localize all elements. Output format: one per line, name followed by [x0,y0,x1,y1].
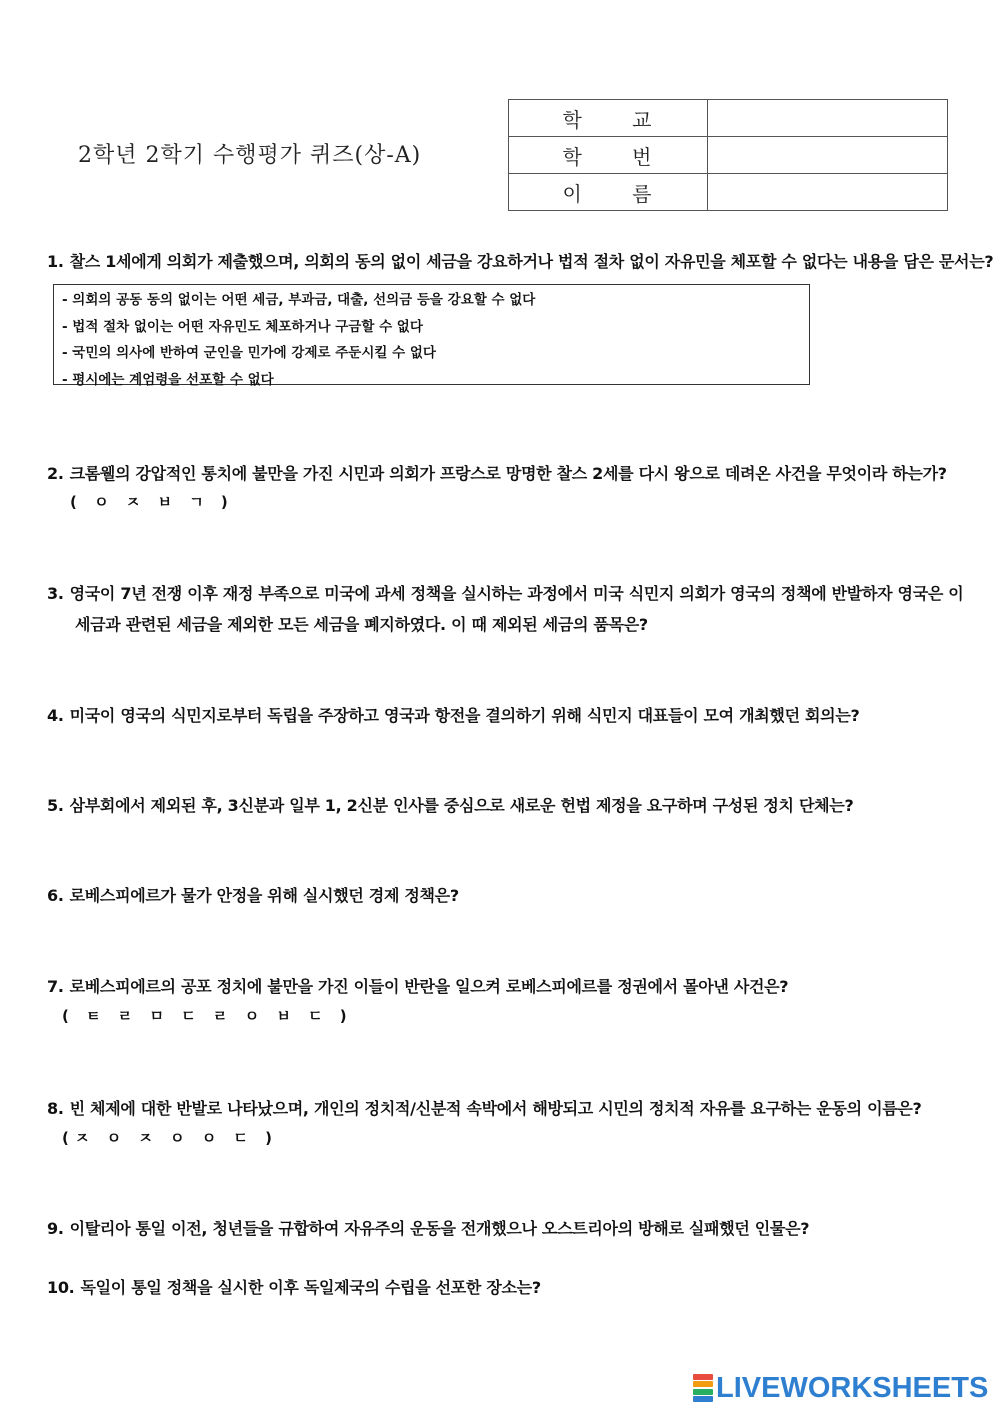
question-7 [47,973,788,1000]
school-label: 학 교 [509,100,708,137]
logo-bar [693,1374,713,1380]
logo-mark-icon [693,1374,713,1402]
question-number: 2. [47,464,64,483]
box-line: - 법적 절차 없이는 어떤 자유민도 체포하거나 구금할 수 없다 [62,318,423,335]
name-field[interactable] [708,174,948,211]
question-text: 영국이 7년 전쟁 이후 재정 부족으로 미국에 과세 정책을 실시하는 과정에서 미국 식민지 의회가 영국의 정책에 반발하자 영국은 이 [69,584,964,603]
question-text: 크롬웰의 강압적인 통치에 불만을 가진 시민과 의회가 프랑스로 망명한 찰스 2세를 다시 왕으로 데려온 사건을 무엇이라 하는가? [69,464,947,483]
question-3-continued: 세금과 관련된 세금을 제외한 모든 세금을 폐지하였다. 이 때 제외된 세금의 품목은? [75,615,648,634]
worksheet-title: 2학년 2학기 수행평가 퀴즈(상-A) [78,143,422,168]
question-text: 이탈리아 통일 이전, 청년들을 규합하여 자유주의 운동을 전개했으나 오스트리아의 방해로 실패했던 인물은? [69,1219,810,1238]
question-text: 독일이 통일 정책을 실시한 이후 독일제국의 수립을 선포한 장소는? [80,1278,541,1297]
question-number: 7. [47,977,64,996]
question-6 [47,882,459,909]
question-3 [47,580,963,607]
question-number: 1. [47,252,64,271]
question-text: 삼부회에서 제외된 후, 3신분과 일부 1, 2신분 인사를 중심으로 새로운 헌법 제정을 요구하며 구성된 정치 단체는? [69,796,854,815]
question-number: 10. [47,1278,75,1297]
logo-bar [693,1389,713,1395]
question-5 [47,792,853,819]
question-number: 9. [47,1219,64,1238]
box-line: - 국민의 의사에 반하여 군인을 민가에 강제로 주둔시킬 수 없다 [62,345,436,361]
student-number-field[interactable] [708,137,948,174]
logo-bar [693,1381,713,1387]
question-9 [47,1215,809,1242]
student-info-table [508,99,948,211]
question-text: 로베스피에르가 물가 안정을 위해 실시했던 경제 정책은? [69,886,459,905]
question-text: 미국이 영국의 식민지로부터 독립을 주장하고 영국과 항전을 결의하기 위해 식민지 대표들이 모여 개최했던 회의는? [69,706,860,725]
question-text: 찰스 1세에게 의회가 제출했으며, 의회의 동의 없이 세금을 강요하거나 법적 절차 없이 자유민을 체포할 수 없다는 내용을 담은 문서는? [69,252,994,271]
question-number: 4. [47,706,64,725]
question-number: 8. [47,1099,64,1118]
logo-text: LIVEWORKSHEETS [716,1371,989,1404]
question-2 [47,460,947,487]
question-1 [47,248,993,275]
question-10 [47,1274,541,1301]
question-text: 빈 체제에 대한 반발로 나타났으며, 개인의 정치적/신분적 속박에서 해방되고 시민의 정치적 자유를 요구하는 운동의 이름은? [69,1099,922,1118]
question-4 [47,702,859,729]
question-number: 3. [47,584,64,603]
q8-hint: (ㅈ ㅇ ㅈ ㅇ ㅇ ㄷ ) [62,1129,278,1147]
q1-document-box [53,284,810,388]
school-field[interactable] [708,100,948,137]
q7-hint: ( ㅌ ㄹ ㅁ ㄷ ㄹ ㅇ ㅂ ㄷ ) [62,1007,353,1025]
logo-bar [693,1396,713,1402]
box-line: - 평시에는 계엄령을 선포할 수 없다 [62,371,274,388]
question-number: 5. [47,796,64,815]
liveworksheets-logo [693,1373,988,1403]
box-line: - 의회의 공동 동의 없이는 어떤 세금, 부과금, 대출, 선의금 등을 강요할 수 없다 [62,292,536,308]
question-text: 로베스피에르의 공포 정치에 불만을 가진 이들이 반란을 일으켜 로베스피에르를 정권에서 몰아낸 사건은? [69,977,789,996]
student-number-label: 학 번 [509,137,708,174]
q2-hint: ( ㅇ ㅈ ㅂ ㄱ ) [70,493,234,511]
question-8 [47,1095,922,1122]
name-label: 이 름 [509,174,708,211]
question-number: 6. [47,886,64,905]
